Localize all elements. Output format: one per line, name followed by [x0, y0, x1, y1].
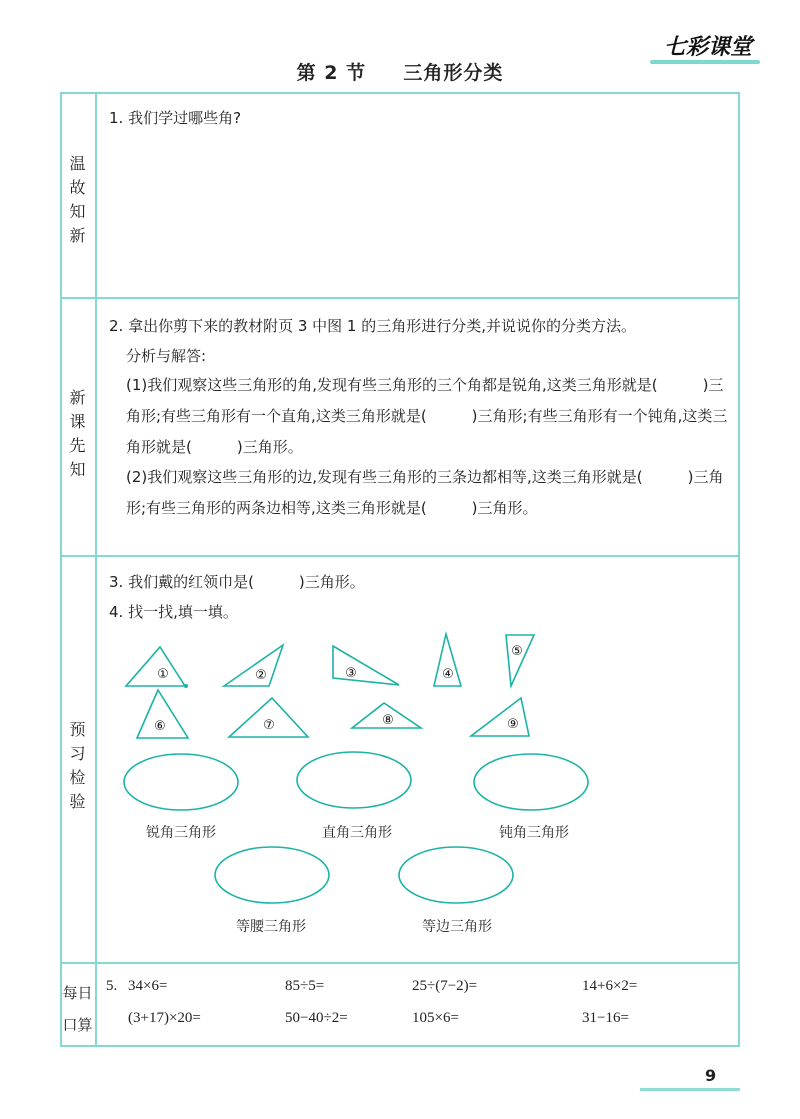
category-isosceles: 等腰三角形: [236, 919, 306, 935]
section-label-daily-calc: 每日 口算: [62, 984, 93, 1034]
section-label-preview-check: 预习检验: [69, 720, 86, 811]
question-5-number: 5.: [106, 978, 118, 994]
section-number: 第 2 节: [296, 62, 367, 84]
calc-item: 105×6=: [412, 1010, 459, 1026]
triangle-label-3: ③: [345, 666, 357, 681]
question-3: 3. 我们戴的红领巾是( )三角形。: [109, 573, 365, 591]
triangle-label-7: ⑦: [263, 718, 275, 733]
triangle-label-5: ⑤: [511, 644, 523, 659]
triangle-2: [224, 645, 283, 686]
calc-item: 85÷5=: [285, 978, 325, 994]
triangle-label-4: ④: [442, 667, 454, 682]
category-equilateral: 等边三角形: [422, 919, 492, 935]
calc-item: 31−16=: [582, 1010, 629, 1026]
section-label-review: 温故知新: [69, 154, 86, 245]
triangle-9: [471, 698, 529, 736]
calc-item: (3+17)×20=: [128, 1010, 201, 1026]
answer-ellipse-acute[interactable]: [124, 754, 238, 810]
calc-item: 25÷(7−2)=: [412, 978, 478, 994]
answer-paragraph-1: (1)我们观察这些三角形的角,发现有些三角形的三个角都是锐角,这类三角形就是( )三角形;有些三角形有一个直角,这类三角形就是( )三角形;有些三角形有一个钝角,这类三角形就是( )三角形。: [126, 376, 728, 456]
analysis-label: 分析与解答:: [126, 347, 207, 365]
triangle-3: [333, 646, 399, 685]
answer-ellipse-obtuse[interactable]: [474, 754, 588, 810]
page-number-underline: [640, 1088, 740, 1091]
triangle-label-2: ②: [255, 668, 267, 683]
answer-paragraph-2: (2)我们观察这些三角形的边,发现有些三角形的三条边都相等,这类三角形就是( )三角形;有些三角形的两条边相等,这类三角形就是( )三角形。: [126, 468, 724, 517]
section-title: 三角形分类: [403, 62, 504, 84]
page-number: 9: [705, 1066, 717, 1085]
calc-item: 14+6×2=: [582, 978, 638, 994]
calc-item: 50−40÷2=: [285, 1010, 348, 1026]
triangle-label-8: ⑧: [382, 713, 394, 728]
brand-logo: 七彩课堂: [663, 35, 752, 60]
question-2: 2. 拿出你剪下来的教材附页 3 中图 1 的三角形进行分类,并说说你的分类方法。: [109, 317, 637, 335]
category-obtuse: 钝角三角形: [499, 825, 569, 841]
category-acute: 锐角三角形: [146, 825, 216, 841]
answer-ellipse-isosceles[interactable]: [215, 847, 329, 903]
triangle-label-1: ①: [157, 667, 169, 682]
triangle-5: [506, 635, 534, 686]
question-1: 1. 我们学过哪些角?: [109, 109, 242, 127]
category-right: 直角三角形: [322, 825, 392, 841]
triangle-label-6: ⑥: [154, 719, 166, 734]
section-label-new-lesson: 新课先知: [69, 388, 86, 479]
triangle-label-9: ⑨: [507, 717, 519, 732]
triangle-1: [126, 647, 185, 686]
calc-item: 34×6=: [128, 978, 168, 994]
answer-ellipse-right[interactable]: [297, 752, 411, 808]
question-4: 4. 找一找,填一填。: [109, 603, 238, 621]
answer-ellipse-equilateral[interactable]: [399, 847, 513, 903]
